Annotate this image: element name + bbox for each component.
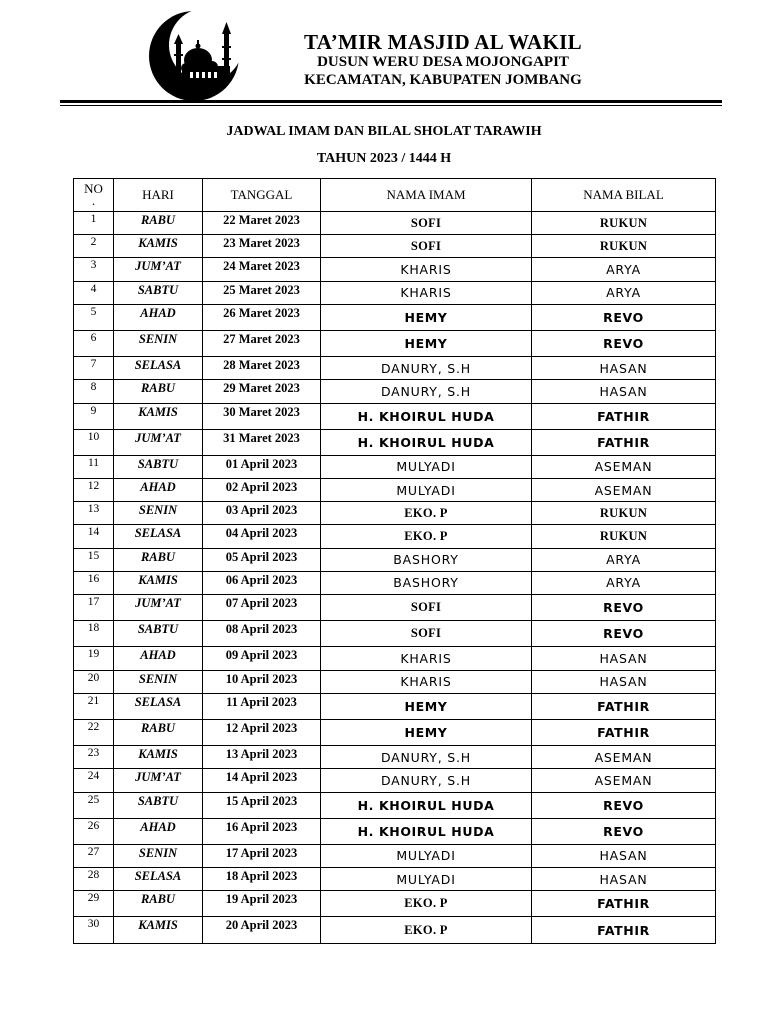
cell-nama-bilal: REVO <box>532 792 716 818</box>
cell-nama-bilal: REVO <box>532 304 716 330</box>
table-row <box>74 212 716 235</box>
table-row <box>74 429 716 455</box>
cell-tanggal: 27 Maret 2023 <box>203 330 321 356</box>
table-row <box>74 258 716 281</box>
cell-no: 3 <box>74 258 114 281</box>
table-row <box>74 792 716 818</box>
table-row <box>74 281 716 304</box>
table-row <box>74 455 716 478</box>
cell-no: 11 <box>74 455 114 478</box>
cell-tanggal: 19 April 2023 <box>203 891 321 917</box>
cell-no: 9 <box>74 403 114 429</box>
cell-no: 28 <box>74 868 114 891</box>
table-row <box>74 719 716 745</box>
cell-hari: AHAD <box>114 647 203 670</box>
table-row <box>74 891 716 917</box>
cell-hari: SELASA <box>114 868 203 891</box>
table-row <box>74 844 716 867</box>
table-row <box>74 647 716 670</box>
cell-no: 20 <box>74 670 114 693</box>
cell-hari: KAMIS <box>114 746 203 769</box>
table-header-row <box>74 179 716 212</box>
cell-nama-imam: H. KHOIRUL HUDA <box>321 792 532 818</box>
cell-no: 16 <box>74 571 114 594</box>
cell-no: 26 <box>74 818 114 844</box>
cell-hari: SENIN <box>114 670 203 693</box>
cell-tanggal: 08 April 2023 <box>203 621 321 647</box>
schedule-table-body <box>74 212 716 944</box>
table-row <box>74 330 716 356</box>
cell-no: 17 <box>74 595 114 621</box>
table-row <box>74 403 716 429</box>
cell-no: 6 <box>74 330 114 356</box>
cell-tanggal: 10 April 2023 <box>203 670 321 693</box>
cell-nama-bilal: RUKUN <box>532 212 716 235</box>
cell-tanggal: 18 April 2023 <box>203 868 321 891</box>
table-row <box>74 304 716 330</box>
cell-nama-bilal: REVO <box>532 595 716 621</box>
cell-tanggal: 17 April 2023 <box>203 844 321 867</box>
cell-no: 22 <box>74 719 114 745</box>
table-row <box>74 548 716 571</box>
cell-hari: RABU <box>114 719 203 745</box>
cell-tanggal: 26 Maret 2023 <box>203 304 321 330</box>
cell-nama-bilal: FATHIR <box>532 719 716 745</box>
cell-nama-bilal: ARYA <box>532 548 716 571</box>
cell-nama-imam: BASHORY <box>321 548 532 571</box>
cell-tanggal: 28 Maret 2023 <box>203 357 321 380</box>
col-header-hari: HARI <box>114 179 203 212</box>
cell-nama-bilal: HASAN <box>532 380 716 403</box>
cell-tanggal: 29 Maret 2023 <box>203 380 321 403</box>
header-divider-thick <box>60 100 722 103</box>
cell-no: 29 <box>74 891 114 917</box>
cell-hari: SELASA <box>114 525 203 548</box>
cell-hari: KAMIS <box>114 403 203 429</box>
cell-tanggal: 06 April 2023 <box>203 571 321 594</box>
cell-nama-imam: EKO. P <box>321 525 532 548</box>
cell-nama-imam: SOFI <box>321 212 532 235</box>
table-row <box>74 380 716 403</box>
cell-no: 23 <box>74 746 114 769</box>
cell-hari: KAMIS <box>114 571 203 594</box>
cell-hari: SABTU <box>114 792 203 818</box>
cell-no: 19 <box>74 647 114 670</box>
cell-nama-bilal: REVO <box>532 621 716 647</box>
cell-no: 30 <box>74 917 114 943</box>
cell-hari: JUM’AT <box>114 595 203 621</box>
cell-hari: KAMIS <box>114 235 203 258</box>
cell-nama-imam: MULYADI <box>321 844 532 867</box>
org-address-line2: KECAMATAN, KABUPATEN JOMBANG <box>304 72 582 88</box>
cell-no: 15 <box>74 548 114 571</box>
cell-hari: SELASA <box>114 357 203 380</box>
cell-no: 21 <box>74 693 114 719</box>
cell-tanggal: 24 Maret 2023 <box>203 258 321 281</box>
cell-nama-bilal: FATHIR <box>532 403 716 429</box>
cell-nama-bilal: ARYA <box>532 258 716 281</box>
cell-tanggal: 16 April 2023 <box>203 818 321 844</box>
table-row <box>74 595 716 621</box>
table-row <box>74 670 716 693</box>
cell-nama-bilal: HASAN <box>532 670 716 693</box>
table-row <box>74 746 716 769</box>
cell-tanggal: 07 April 2023 <box>203 595 321 621</box>
cell-no: 12 <box>74 479 114 502</box>
table-row <box>74 693 716 719</box>
table-row <box>74 502 716 525</box>
cell-nama-bilal: ASEMAN <box>532 455 716 478</box>
table-row <box>74 479 716 502</box>
cell-no: 13 <box>74 502 114 525</box>
cell-hari: SELASA <box>114 693 203 719</box>
cell-tanggal: 13 April 2023 <box>203 746 321 769</box>
cell-tanggal: 09 April 2023 <box>203 647 321 670</box>
cell-hari: SENIN <box>114 844 203 867</box>
cell-nama-bilal: ASEMAN <box>532 746 716 769</box>
cell-nama-imam: KHARIS <box>321 670 532 693</box>
cell-nama-bilal: FATHIR <box>532 891 716 917</box>
cell-hari: JUM’AT <box>114 769 203 792</box>
table-row <box>74 525 716 548</box>
cell-nama-bilal: REVO <box>532 818 716 844</box>
table-row <box>74 621 716 647</box>
col-header-no: NO . <box>74 179 114 212</box>
cell-nama-imam: HEMY <box>321 330 532 356</box>
cell-tanggal: 02 April 2023 <box>203 479 321 502</box>
cell-tanggal: 31 Maret 2023 <box>203 429 321 455</box>
cell-no: 8 <box>74 380 114 403</box>
table-row <box>74 235 716 258</box>
cell-no: 18 <box>74 621 114 647</box>
cell-nama-bilal: FATHIR <box>532 693 716 719</box>
cell-nama-imam: MULYADI <box>321 479 532 502</box>
table-row <box>74 917 716 943</box>
cell-nama-imam: HEMY <box>321 693 532 719</box>
cell-hari: KAMIS <box>114 917 203 943</box>
cell-no: 24 <box>74 769 114 792</box>
cell-tanggal: 15 April 2023 <box>203 792 321 818</box>
cell-nama-imam: DANURY, S.H <box>321 746 532 769</box>
cell-hari: AHAD <box>114 304 203 330</box>
cell-nama-imam: KHARIS <box>321 281 532 304</box>
cell-nama-imam: DANURY, S.H <box>321 380 532 403</box>
cell-nama-imam: SOFI <box>321 595 532 621</box>
cell-nama-bilal: ARYA <box>532 571 716 594</box>
cell-nama-imam: H. KHOIRUL HUDA <box>321 818 532 844</box>
org-address-line1: DUSUN WERU DESA MOJONGAPIT <box>317 54 569 70</box>
cell-nama-bilal: RUKUN <box>532 502 716 525</box>
cell-tanggal: 20 April 2023 <box>203 917 321 943</box>
schedule-table <box>73 178 716 944</box>
cell-no: 14 <box>74 525 114 548</box>
cell-tanggal: 12 April 2023 <box>203 719 321 745</box>
cell-hari: SENIN <box>114 330 203 356</box>
cell-nama-imam: DANURY, S.H <box>321 769 532 792</box>
table-row <box>74 571 716 594</box>
cell-hari: AHAD <box>114 818 203 844</box>
cell-tanggal: 11 April 2023 <box>203 693 321 719</box>
cell-nama-bilal: REVO <box>532 330 716 356</box>
cell-nama-imam: MULYADI <box>321 868 532 891</box>
table-row <box>74 357 716 380</box>
cell-tanggal: 05 April 2023 <box>203 548 321 571</box>
cell-nama-imam: H. KHOIRUL HUDA <box>321 403 532 429</box>
cell-nama-imam: KHARIS <box>321 647 532 670</box>
cell-nama-imam: HEMY <box>321 719 532 745</box>
cell-no: 7 <box>74 357 114 380</box>
cell-tanggal: 14 April 2023 <box>203 769 321 792</box>
cell-nama-bilal: FATHIR <box>532 429 716 455</box>
cell-no: 1 <box>74 212 114 235</box>
cell-tanggal: 03 April 2023 <box>203 502 321 525</box>
cell-tanggal: 01 April 2023 <box>203 455 321 478</box>
cell-hari: JUM’AT <box>114 429 203 455</box>
cell-nama-imam: MULYADI <box>321 455 532 478</box>
table-row <box>74 769 716 792</box>
cell-hari: RABU <box>114 891 203 917</box>
cell-no: 10 <box>74 429 114 455</box>
document-title: JADWAL IMAM DAN BILAL SHOLAT TARAWIH <box>226 124 542 139</box>
document-subtitle: TAHUN 2023 / 1444 H <box>316 151 452 166</box>
cell-nama-imam: EKO. P <box>321 917 532 943</box>
cell-nama-bilal: RUKUN <box>532 525 716 548</box>
cell-hari: RABU <box>114 380 203 403</box>
cell-no: 2 <box>74 235 114 258</box>
cell-nama-bilal: HASAN <box>532 868 716 891</box>
cell-nama-bilal: HASAN <box>532 357 716 380</box>
cell-hari: SENIN <box>114 502 203 525</box>
table-row <box>74 818 716 844</box>
cell-nama-imam: EKO. P <box>321 891 532 917</box>
cell-hari: SABTU <box>114 455 203 478</box>
cell-nama-imam: HEMY <box>321 304 532 330</box>
cell-hari: RABU <box>114 548 203 571</box>
cell-hari: JUM’AT <box>114 258 203 281</box>
cell-nama-bilal: ARYA <box>532 281 716 304</box>
cell-nama-bilal: ASEMAN <box>532 769 716 792</box>
cell-nama-bilal: FATHIR <box>532 917 716 943</box>
cell-no: 5 <box>74 304 114 330</box>
mosque-crescent-icon <box>146 10 252 102</box>
cell-tanggal: 22 Maret 2023 <box>203 212 321 235</box>
cell-no: 27 <box>74 844 114 867</box>
cell-nama-imam: SOFI <box>321 235 532 258</box>
cell-no: 25 <box>74 792 114 818</box>
cell-nama-bilal: HASAN <box>532 647 716 670</box>
cell-hari: AHAD <box>114 479 203 502</box>
cell-nama-imam: BASHORY <box>321 571 532 594</box>
cell-no: 4 <box>74 281 114 304</box>
col-header-nama-bilal: NAMA BILAL <box>532 179 716 212</box>
cell-nama-imam: H. KHOIRUL HUDA <box>321 429 532 455</box>
header-divider-thin <box>60 105 722 106</box>
table-row <box>74 868 716 891</box>
cell-nama-bilal: RUKUN <box>532 235 716 258</box>
cell-nama-bilal: ASEMAN <box>532 479 716 502</box>
cell-tanggal: 04 April 2023 <box>203 525 321 548</box>
cell-nama-imam: EKO. P <box>321 502 532 525</box>
cell-nama-imam: KHARIS <box>321 258 532 281</box>
cell-nama-imam: SOFI <box>321 621 532 647</box>
cell-tanggal: 25 Maret 2023 <box>203 281 321 304</box>
cell-nama-imam: DANURY, S.H <box>321 357 532 380</box>
col-header-nama-imam: NAMA IMAM <box>321 179 532 212</box>
col-header-tanggal: TANGGAL <box>203 179 321 212</box>
cell-tanggal: 23 Maret 2023 <box>203 235 321 258</box>
cell-nama-bilal: HASAN <box>532 844 716 867</box>
org-name: TA’MIR MASJID AL WAKIL <box>304 30 582 54</box>
cell-hari: SABTU <box>114 281 203 304</box>
cell-tanggal: 30 Maret 2023 <box>203 403 321 429</box>
cell-hari: RABU <box>114 212 203 235</box>
cell-hari: SABTU <box>114 621 203 647</box>
